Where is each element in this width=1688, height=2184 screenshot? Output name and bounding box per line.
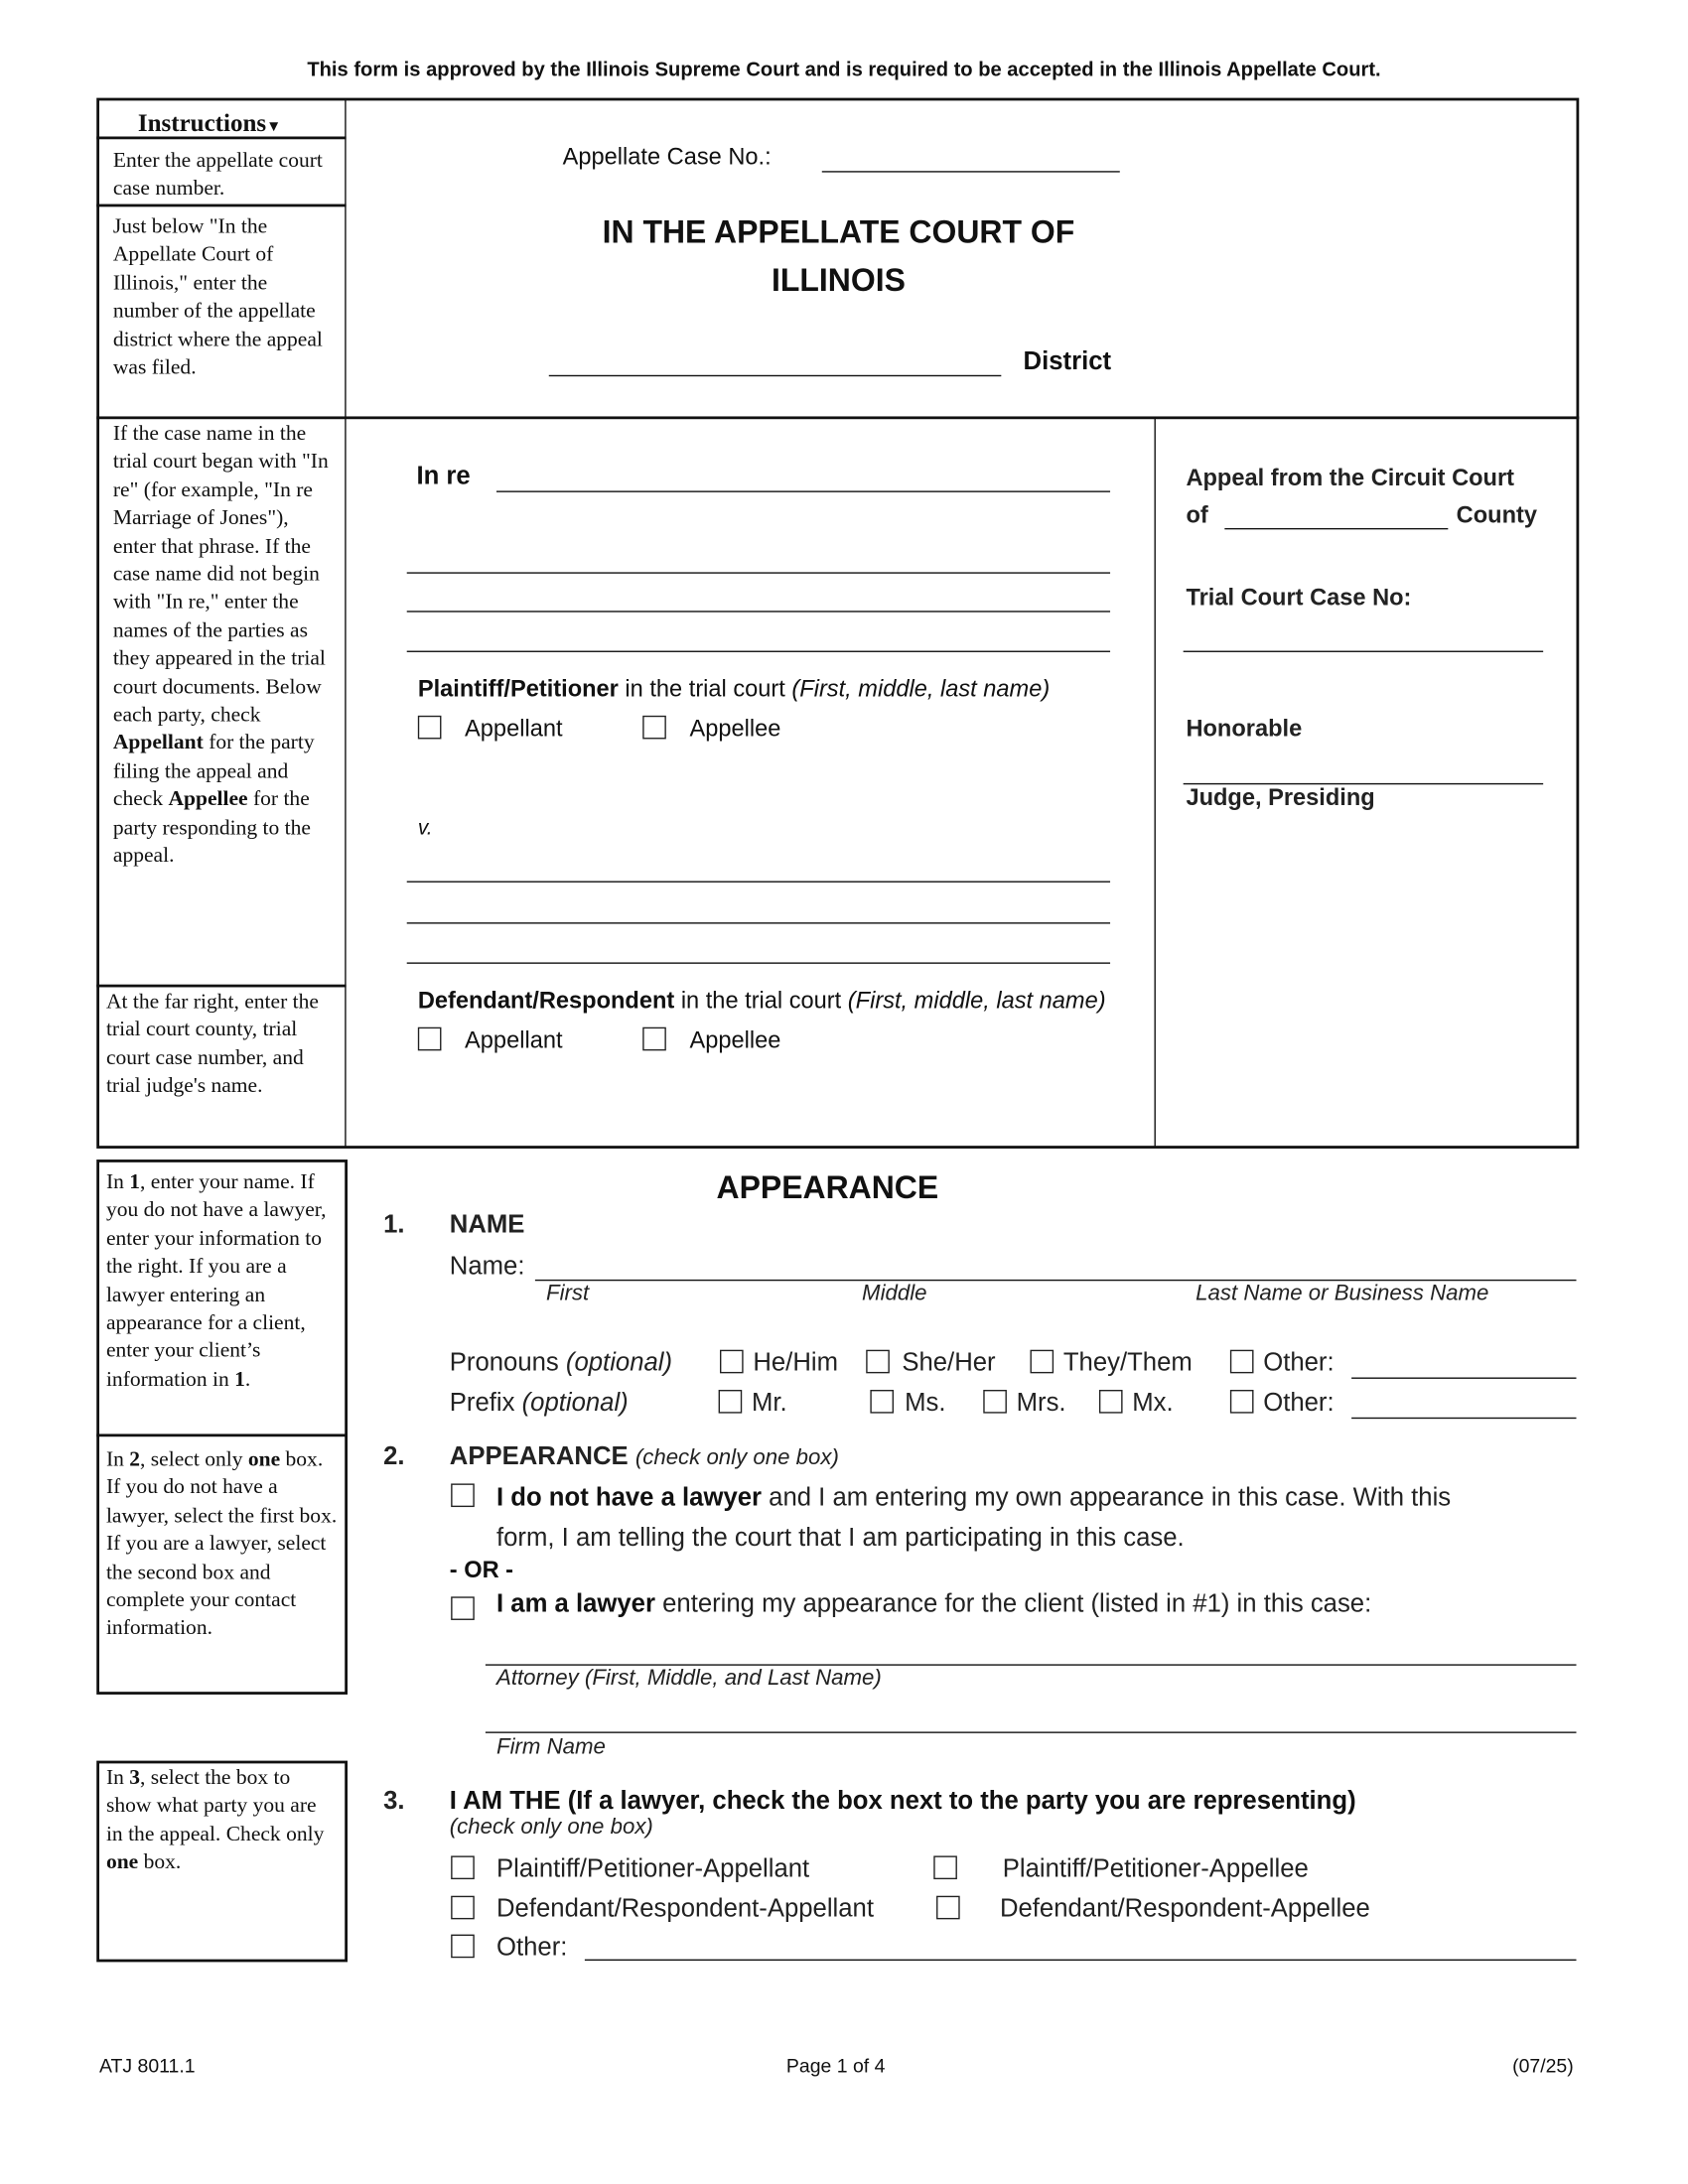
firm-name-field[interactable] xyxy=(486,1731,1577,1732)
divider xyxy=(96,416,1579,419)
defendant-appellee-checkbox[interactable] xyxy=(642,1027,666,1051)
defendant-label: Defendant/Respondent in the trial court (First, middle, last name) xyxy=(417,987,1106,1014)
instruction-case-name: If the case name in the trial court began with "In re" (for example, "In re Marriage of Jones"), enter that phrase. If the case name did not begin with "In re," enter the names of the parties as they appeared in the trial court documents. Below each party, check Appellant for the party filing the appeal and check Appellee for the party responding to the appeal. xyxy=(112,422,329,868)
trial-case-no-label: Trial Court Case No: xyxy=(1186,584,1412,612)
instruction-party: In 3, select the box to show what party you are in the appeal. Check only one box. xyxy=(105,1766,325,1874)
appearance-title: APPEARANCE xyxy=(716,1168,939,1205)
plaintiff-label: Plaintiff/Petitioner in the trial court (First, middle, last name) xyxy=(417,675,1051,702)
instruction-trial-court: At the far right, enter the trial court county, trial court case number, and trial judge's name. xyxy=(105,990,319,1098)
plaintiff-appellant-party-checkbox[interactable] xyxy=(451,1855,475,1879)
pronoun-he-label: He/Him xyxy=(753,1346,838,1377)
pronoun-he-checkbox[interactable] xyxy=(720,1350,744,1374)
in-re-field[interactable] xyxy=(496,490,1110,491)
divider xyxy=(96,1433,348,1436)
name-label: Name: xyxy=(449,1250,525,1280)
district-field[interactable] xyxy=(549,375,1002,376)
district-label: District xyxy=(1023,345,1112,375)
pronoun-other-checkbox[interactable] xyxy=(1230,1350,1254,1374)
trial-case-no-field[interactable] xyxy=(1184,651,1544,652)
lawyer-checkbox[interactable] xyxy=(451,1596,475,1620)
honorable-label: Honorable xyxy=(1186,715,1303,743)
no-lawyer-label-cont: form, I am telling the court that I am participating in this case. xyxy=(496,1522,1185,1552)
section-1-number: 1. xyxy=(383,1209,405,1239)
prefix-ms-checkbox[interactable] xyxy=(870,1390,894,1414)
other-party-field[interactable] xyxy=(585,1960,1577,1961)
prefix-mrs-checkbox[interactable] xyxy=(983,1390,1007,1414)
instructions-header[interactable] xyxy=(138,109,281,138)
case-no-field[interactable] xyxy=(822,171,1120,172)
attorney-name-field[interactable] xyxy=(486,1664,1577,1665)
divider xyxy=(96,985,346,988)
prefix-mr-checkbox[interactable] xyxy=(719,1390,743,1414)
no-lawyer-label: I do not have a lawyer and I am entering my own appearance in this case. With this xyxy=(496,1482,1452,1512)
defendant-appellee-label: Appellee xyxy=(689,1026,781,1054)
last-sublabel: Last Name or Business Name xyxy=(1196,1282,1489,1306)
pronouns-label: Pronouns (optional) xyxy=(449,1346,673,1377)
case-no-label: Appellate Case No.: xyxy=(562,143,772,170)
prefix-other-field[interactable] xyxy=(1351,1418,1576,1419)
prefix-mrs-label: Mrs. xyxy=(1016,1387,1066,1417)
prefix-mx-label: Mx. xyxy=(1132,1387,1174,1417)
attorney-name-label: Attorney (First, Middle, and Last Name) xyxy=(496,1667,882,1691)
judge-presiding-label: Judge, Presiding xyxy=(1186,784,1375,811)
instructions-label: Instructions xyxy=(137,108,267,137)
defendant-appellant-party-checkbox[interactable] xyxy=(451,1896,475,1920)
versus-label: v. xyxy=(417,816,433,840)
other-party-label: Other: xyxy=(496,1931,568,1962)
section-3-note: (check only one box) xyxy=(449,1816,653,1840)
firm-name-label: Firm Name xyxy=(496,1735,606,1760)
of-label: of xyxy=(1186,501,1208,528)
caret-down-icon: ▼ xyxy=(266,118,282,136)
pronoun-they-checkbox[interactable] xyxy=(1031,1350,1055,1374)
pronoun-she-checkbox[interactable] xyxy=(866,1350,890,1374)
appeal-from-label: Appeal from the Circuit Court xyxy=(1186,465,1515,491)
plaintiff-line-2[interactable] xyxy=(407,611,1110,612)
pronoun-other-field[interactable] xyxy=(1351,1378,1576,1379)
pronoun-they-label: They/Them xyxy=(1062,1346,1193,1377)
plaintiff-appellee-label: Appellee xyxy=(689,715,781,743)
or-separator: - OR - xyxy=(449,1557,514,1583)
defendant-appellant-label: Appellant xyxy=(465,1026,563,1054)
prefix-label: Prefix (optional) xyxy=(449,1387,629,1417)
form-id: ATJ 8011.1 xyxy=(99,2054,196,2077)
divider xyxy=(1155,418,1156,1148)
instruction-name: In 1, enter your name. If you do not have a lawyer, enter your information to the right. If you are a lawyer entering an appearance for a client, enter your client’s information in 1. xyxy=(105,1170,327,1392)
instruction-case-number: Enter the appellate court case number. xyxy=(112,149,323,201)
section-3-number: 3. xyxy=(383,1785,405,1815)
instruction-appearance: In 2, select only one box. If you do not have a lawyer, select the first box. If you are a lawyer, select the second box and complete your contact information. xyxy=(105,1447,338,1640)
top-notice: This form is approved by the Illinois Supreme Court and is required to be accepted in the Illinois Appellate Court. xyxy=(307,59,1381,81)
section-1-title: NAME xyxy=(449,1209,525,1239)
court-title-1: IN THE APPELLATE COURT OF xyxy=(602,213,1075,250)
divider xyxy=(96,205,346,207)
pronoun-she-label: She/Her xyxy=(902,1346,996,1377)
page-number: Page 1 of 4 xyxy=(785,2054,886,2077)
defendant-appellant-party-label: Defendant/Respondent-Appellant xyxy=(496,1892,874,1923)
plaintiff-appellee-party-label: Plaintiff/Petitioner-Appellee xyxy=(1002,1852,1309,1882)
instruction-district: Just below "In the Appellate Court of Illinois," enter the number of the appellate district where the appeal was filed. xyxy=(112,214,323,379)
defendant-appellee-party-checkbox[interactable] xyxy=(936,1896,960,1920)
other-party-checkbox[interactable] xyxy=(451,1935,475,1959)
prefix-other-checkbox[interactable] xyxy=(1230,1390,1254,1414)
middle-sublabel: Middle xyxy=(862,1282,927,1306)
prefix-mx-checkbox[interactable] xyxy=(1099,1390,1123,1414)
plaintiff-appellee-party-checkbox[interactable] xyxy=(933,1855,957,1879)
pronoun-other-label: Other: xyxy=(1263,1346,1335,1377)
defendant-appellee-party-label: Defendant/Respondent-Appellee xyxy=(999,1892,1370,1923)
first-sublabel: First xyxy=(546,1282,590,1306)
defendant-appellant-checkbox[interactable] xyxy=(418,1027,442,1051)
defendant-line-1[interactable] xyxy=(407,882,1110,883)
form-version: (07/25) xyxy=(1512,2054,1574,2077)
county-label: County xyxy=(1456,501,1537,528)
plaintiff-appellant-checkbox[interactable] xyxy=(418,716,442,740)
prefix-mr-label: Mr. xyxy=(751,1387,787,1417)
name-field[interactable] xyxy=(535,1280,1577,1281)
divider xyxy=(345,99,346,1148)
section-2-number: 2. xyxy=(383,1440,405,1470)
court-title-2: ILLINOIS xyxy=(771,261,906,299)
in-re-label: In re xyxy=(416,460,471,490)
plaintiff-appellee-checkbox[interactable] xyxy=(642,716,666,740)
lawyer-label: I am a lawyer entering my appearance for the client (listed in #1) in this case: xyxy=(496,1588,1372,1618)
plaintiff-appellant-label: Appellant xyxy=(465,715,563,743)
prefix-other-label: Other: xyxy=(1263,1387,1335,1417)
section-2-title: APPEARANCE (check only one box) xyxy=(449,1440,839,1470)
county-field[interactable] xyxy=(1224,528,1448,529)
section-3-title: I AM THE (If a lawyer, check the box next to the party you are representing) xyxy=(449,1785,1356,1815)
no-lawyer-checkbox[interactable] xyxy=(451,1483,475,1507)
defendant-line-2[interactable] xyxy=(407,922,1110,923)
plaintiff-line-1[interactable] xyxy=(407,572,1110,573)
defendant-line-3[interactable] xyxy=(407,962,1110,963)
prefix-ms-label: Ms. xyxy=(905,1387,946,1417)
plaintiff-appellant-party-label: Plaintiff/Petitioner-Appellant xyxy=(496,1852,810,1882)
plaintiff-line-3[interactable] xyxy=(407,651,1110,652)
